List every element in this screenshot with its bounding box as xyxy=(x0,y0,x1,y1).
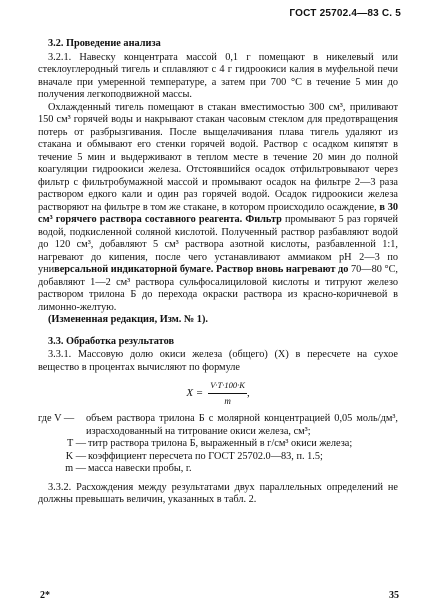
definition-value: титр раствора трилона Б, выраженный в г/см³ окиси железа; xyxy=(88,438,353,449)
definition-row xyxy=(38,451,398,464)
formula-denominator: m xyxy=(224,395,231,406)
definition-value: коэффициент пересчета по ГОСТ 25702.0—83, п. 1.5; xyxy=(88,450,323,462)
definition-row xyxy=(38,463,398,476)
page-number: 35 xyxy=(389,590,399,601)
paragraph-3-2-1: 3.2.1. Навеску концентрата массой 0,1 г помещают в никелевый или стеклоуглеродный тигель и сплавляют с 4 г гидроокиси калия в муфельной печи вначале при умеренной температуре, а затем при 700 °С в течение 5 мин до получения легкоподвижной массы. xyxy=(38,51,398,100)
formula-fraction xyxy=(208,379,247,407)
formula xyxy=(38,379,398,407)
definition-key: m — xyxy=(65,463,86,474)
edition-note xyxy=(38,314,398,327)
definition-key: K — xyxy=(65,450,86,462)
paragraph-3-3-2: 3.3.2. Расхождения между результатами двух параллельных определений не должны превышать величин, указанных в табл. 2. xyxy=(38,481,398,505)
procedure-text-c: промывают 5 раз горячей водой, подкисленной соляной кислотой. Полученный раствор разбавляют водой до 120 см³, добавляют 5 см³ раствора азотной кислоты, разбавленной 1:1, нагревают до кипения, после чего устанавливают аммиаком pH 2—3 по уни xyxy=(38,214,398,275)
document-body xyxy=(38,38,398,507)
edition-note-text: (Измененная редакция, Изм. № 1). xyxy=(48,314,208,325)
variable-definitions xyxy=(38,413,398,476)
procedure-text-d: версальной индикаторной бумаге. Раствор вновь нагревают до xyxy=(54,264,349,275)
definition-row xyxy=(38,413,398,438)
formula-end: , xyxy=(246,386,250,399)
section-title-analysis: 3.2. Проведение анализа xyxy=(48,38,161,49)
definition-row xyxy=(38,438,398,451)
procedure-text-e: 70—80 °С, добавляют 1—2 см³ раствора сульфосалициловой кислоты и титруют железо раствором трилона Б до перехода окраски раствора из красно-коричневой в лимонно-желтую. xyxy=(38,264,399,313)
footer-signature-mark: 2* xyxy=(40,590,50,601)
paragraph-3-3-1: 3.3.1. Массовую долю окиси железа (общего) (X) в пересчете на сухое вещество в процентах вычисляют по формуле xyxy=(38,349,398,373)
section-title-results: 3.3. Обработка результатов xyxy=(48,335,175,347)
procedure-text-b: в 30 см³ горячего раствора составного реагента. Фильтр xyxy=(38,201,398,225)
definition-key: где V — xyxy=(38,413,75,424)
formula-lhs: X = xyxy=(186,386,204,399)
definition-key: T — xyxy=(67,438,86,449)
running-header: ГОСТ 25702.4—83 С. 5 xyxy=(289,8,401,19)
definition-value: объем раствора трилона Б с молярной концентрацией 0,05 моль/дм³, израсходованный на титрование окиси железа, см³; xyxy=(86,413,398,437)
definition-value: масса навески пробы, г. xyxy=(88,463,192,474)
formula-numerator: V·T·100·K xyxy=(208,379,247,394)
procedure-text-a: Охлажденный тигель помещают в стакан вместимостью 300 см³, приливают 150 см³ горячей воды и накрывают стакан часовым стеклом для предотвращения потерь от разбрызгивания. После выщелачивания плава тигель удаляют из стакана и обмывают его стенки горячей водой. Раствор с осадком кипятят в течение 5 мин и выдерживают в теплом месте в течение 20 мин до полной коагуляции гидроокиси железа. Отстоявшийся осадок отфильтровывают через фильтр с фильтробумажной массой и промывают осадок на фильтре 2—3 раза раствором едкого кали и один раз горячей водой. Осадок гидроокиси железа растворяют на фильтре в том же стакане, в котором происходило осаждение, xyxy=(38,101,398,213)
paragraph-procedure xyxy=(38,102,398,315)
